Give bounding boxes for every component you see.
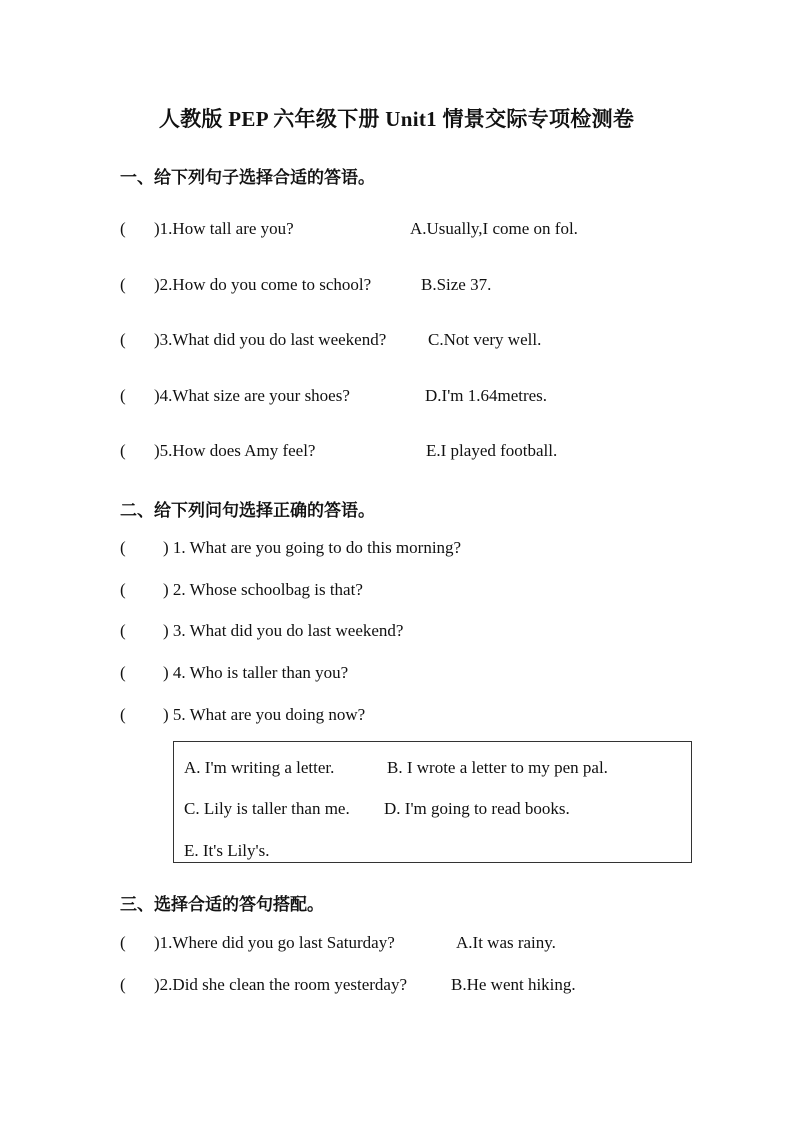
page-title: 人教版 PEP 六年级下册 Unit1 情景交际专项检测卷 — [158, 107, 635, 131]
question-text: ) 3. What did you do last weekend? — [163, 621, 404, 640]
question-text: )1.Where did you go last Saturday? — [154, 933, 395, 952]
section-1-heading: 一、给下列句子选择合适的答语。 — [120, 168, 375, 188]
answer-blank-open: ( — [120, 441, 126, 460]
option-c: C. Lily is taller than me. — [184, 799, 350, 818]
answer-blank-open: ( — [120, 975, 126, 994]
section-3-heading: 三、选择合适的答句搭配。 — [120, 895, 324, 915]
question-text: )2.Did she clean the room yesterday? — [154, 975, 408, 994]
answer-blank-open: ( — [120, 275, 126, 294]
option-e: E. It's Lily's. — [184, 841, 270, 860]
option-d: D. I'm going to read books. — [384, 799, 570, 818]
option-text: D.I'm 1.64metres. — [425, 386, 548, 405]
answer-blank-open: ( — [120, 538, 126, 557]
answer-blank-open: ( — [120, 219, 126, 238]
question-text: )5.How does Amy feel? — [154, 441, 316, 460]
answer-blank-open: ( — [120, 621, 126, 640]
option-text: A.Usually,I come on fol. — [410, 219, 578, 238]
answer-blank-open: ( — [120, 663, 126, 682]
question-text: ) 4. Who is taller than you? — [163, 663, 349, 682]
question-text: ) 5. What are you doing now? — [163, 705, 366, 724]
answer-blank-open: ( — [120, 933, 126, 952]
option-b: B. I wrote a letter to my pen pal. — [387, 758, 608, 777]
answer-blank-open: ( — [120, 330, 126, 349]
option-a: A. I'm writing a letter. — [184, 758, 335, 777]
option-text: B.He went hiking. — [451, 975, 576, 994]
question-text: )3.What did you do last weekend? — [154, 330, 387, 349]
option-text: C.Not very well. — [428, 330, 542, 349]
question-text: ) 2. Whose schoolbag is that? — [163, 580, 363, 599]
question-text: ) 1. What are you going to do this morning? — [163, 538, 462, 557]
section-2-heading: 二、给下列问句选择正确的答语。 — [120, 501, 375, 521]
question-text: )4.What size are your shoes? — [154, 386, 350, 405]
answer-blank-open: ( — [120, 705, 126, 724]
option-text: A.It was rainy. — [456, 933, 556, 952]
question-text: )2.How do you come to school? — [154, 275, 372, 294]
answer-blank-open: ( — [120, 580, 126, 599]
answer-blank-open: ( — [120, 386, 126, 405]
question-text: )1.How tall are you? — [154, 219, 294, 238]
option-text: E.I played football. — [426, 441, 558, 460]
option-text: B.Size 37. — [421, 275, 492, 294]
